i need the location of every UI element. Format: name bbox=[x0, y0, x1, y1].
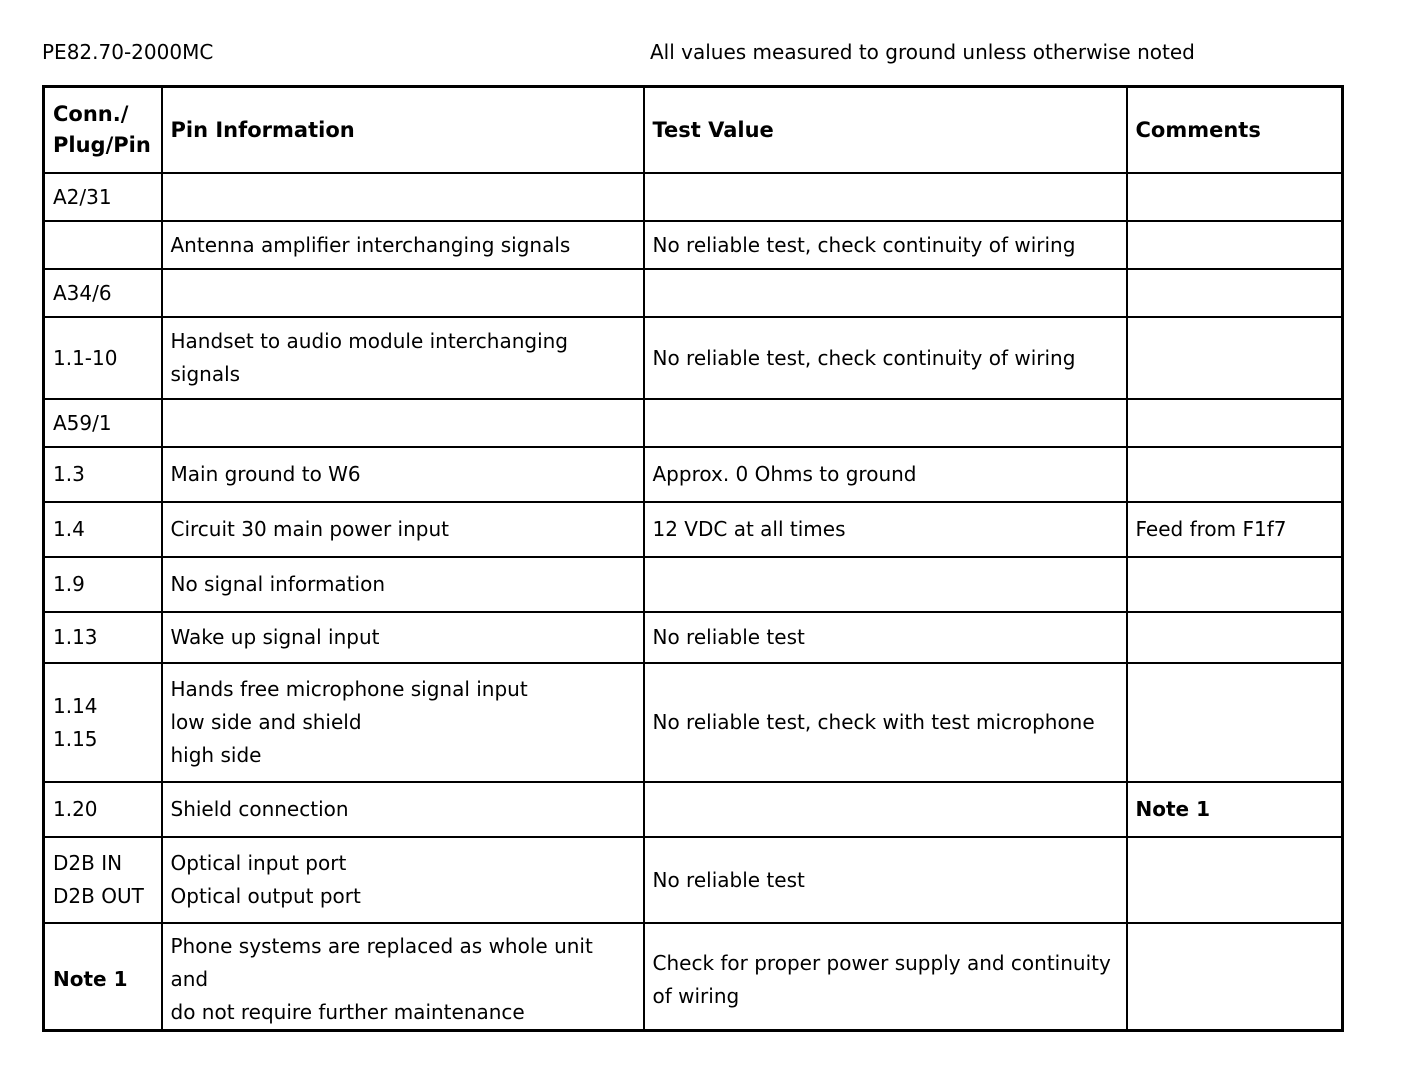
test-cell: No reliable test, check continuity of wiring bbox=[644, 221, 1127, 269]
table-row bbox=[44, 612, 1343, 663]
pin-cell: 1.3 bbox=[44, 447, 162, 502]
document-id: PE82.70-2000MC bbox=[42, 40, 214, 64]
comments-cell: Note 1 bbox=[1127, 782, 1343, 837]
info-cell: Shield connection bbox=[162, 782, 644, 837]
comments-cell: Feed from F1f7 bbox=[1127, 502, 1343, 557]
info-cell: Optical input port Optical output port bbox=[162, 837, 644, 923]
test-cell: No reliable test bbox=[644, 837, 1127, 923]
comments-cell bbox=[1127, 612, 1343, 663]
comments-cell bbox=[1127, 173, 1343, 221]
info-cell bbox=[162, 399, 644, 447]
table-row bbox=[44, 399, 1343, 447]
table-row bbox=[44, 782, 1343, 837]
comments-cell bbox=[1127, 663, 1343, 782]
pin-cell: 1.4 bbox=[44, 502, 162, 557]
pin-cell: Note 1 bbox=[44, 923, 162, 1031]
table-row bbox=[44, 557, 1343, 612]
comments-cell bbox=[1127, 923, 1343, 1031]
column-header-comments: Comments bbox=[1127, 87, 1343, 174]
test-cell bbox=[644, 269, 1127, 317]
pin-cell: A59/1 bbox=[44, 399, 162, 447]
pin-test-table bbox=[42, 85, 1344, 1032]
table-header-row bbox=[44, 87, 1343, 174]
info-cell: No signal information bbox=[162, 557, 644, 612]
pin-cell: A2/31 bbox=[44, 173, 162, 221]
pin-cell: 1.14 1.15 bbox=[44, 663, 162, 782]
info-cell: Antenna amplifier interchanging signals bbox=[162, 221, 644, 269]
info-cell: Phone systems are replaced as whole unit and do not require further maintenance bbox=[162, 923, 644, 1031]
table-row bbox=[44, 923, 1343, 1031]
measurement-note: All values measured to ground unless otherwise noted bbox=[650, 40, 1195, 64]
comments-cell bbox=[1127, 557, 1343, 612]
comments-cell bbox=[1127, 447, 1343, 502]
pin-cell: 1.1-10 bbox=[44, 317, 162, 399]
table-row bbox=[44, 837, 1343, 923]
pin-cell: D2B IN D2B OUT bbox=[44, 837, 162, 923]
comments-cell bbox=[1127, 837, 1343, 923]
test-cell: Approx. 0 Ohms to ground bbox=[644, 447, 1127, 502]
table-row bbox=[44, 317, 1343, 399]
table-row bbox=[44, 447, 1343, 502]
comments-cell bbox=[1127, 399, 1343, 447]
column-header-test-value: Test Value bbox=[644, 87, 1127, 174]
info-cell: Hands free microphone signal input low side and shield high side bbox=[162, 663, 644, 782]
info-cell: Handset to audio module interchanging signals bbox=[162, 317, 644, 399]
test-cell bbox=[644, 399, 1127, 447]
comments-cell bbox=[1127, 317, 1343, 399]
test-cell: Check for proper power supply and continuity of wiring bbox=[644, 923, 1127, 1031]
info-cell: Main ground to W6 bbox=[162, 447, 644, 502]
table-row bbox=[44, 663, 1343, 782]
info-cell: Wake up signal input bbox=[162, 612, 644, 663]
pin-cell: 1.13 bbox=[44, 612, 162, 663]
test-cell: 12 VDC at all times bbox=[644, 502, 1127, 557]
info-cell bbox=[162, 269, 644, 317]
pin-cell bbox=[44, 221, 162, 269]
table-row bbox=[44, 221, 1343, 269]
pin-cell: A34/6 bbox=[44, 269, 162, 317]
test-cell: No reliable test, check with test microphone bbox=[644, 663, 1127, 782]
test-cell bbox=[644, 173, 1127, 221]
test-cell: No reliable test bbox=[644, 612, 1127, 663]
test-cell bbox=[644, 782, 1127, 837]
column-header-pin: Conn./ Plug/Pin bbox=[44, 87, 162, 174]
pin-cell: 1.20 bbox=[44, 782, 162, 837]
info-cell bbox=[162, 173, 644, 221]
table-row bbox=[44, 502, 1343, 557]
table-row bbox=[44, 173, 1343, 221]
info-cell: Circuit 30 main power input bbox=[162, 502, 644, 557]
comments-cell bbox=[1127, 269, 1343, 317]
pin-cell: 1.9 bbox=[44, 557, 162, 612]
column-header-pin-information: Pin Information bbox=[162, 87, 644, 174]
table-row bbox=[44, 269, 1343, 317]
comments-cell bbox=[1127, 221, 1343, 269]
test-cell: No reliable test, check continuity of wiring bbox=[644, 317, 1127, 399]
test-cell bbox=[644, 557, 1127, 612]
